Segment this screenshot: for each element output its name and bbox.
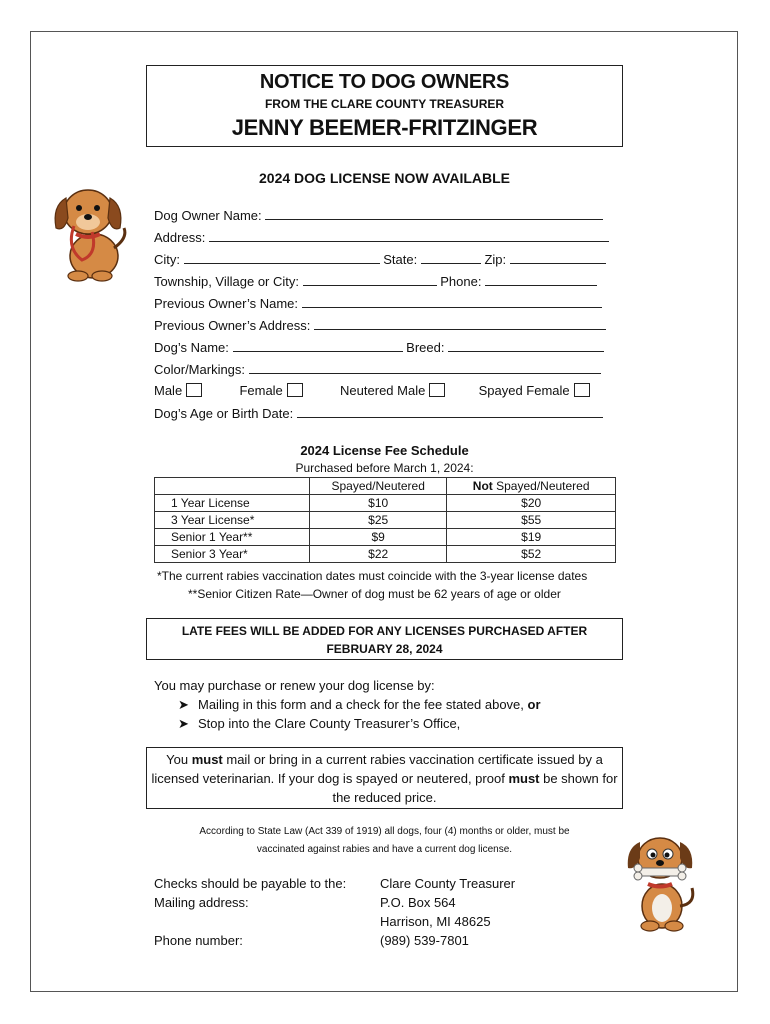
zip-field[interactable]: [510, 251, 606, 264]
spayed-fee: $25: [310, 512, 447, 529]
not-spayed-fee: $55: [447, 512, 616, 529]
three-year-note: *The current rabies vaccination dates must coincide with the 3-year license dates: [157, 569, 588, 583]
spayed-fee: $10: [310, 495, 447, 512]
dog-with-bone-illustration: [620, 824, 700, 932]
office-option-text: Stop into the Clare County Treasurer’s Office,: [198, 716, 461, 731]
prev-owner-address-label: Previous Owner’s Address:: [154, 318, 311, 333]
breed-label: Breed:: [406, 340, 445, 355]
sex-row: [154, 383, 590, 398]
city-field[interactable]: [184, 251, 380, 264]
law-line2: vaccinated against rabies and have a current dog license.: [256, 844, 513, 855]
table-row: [155, 512, 616, 529]
female-checkbox[interactable]: [287, 383, 303, 397]
male-label: Male: [154, 383, 183, 398]
spayed-fee: $22: [310, 546, 447, 563]
phone-number-label: Phone number:: [154, 933, 243, 948]
zip-label: Zip:: [484, 252, 507, 267]
phone-field[interactable]: [485, 273, 597, 286]
prev-owner-address-field[interactable]: [314, 317, 606, 330]
neutered-male-checkbox[interactable]: [429, 383, 445, 397]
prev-owner-name-row: [154, 295, 602, 311]
req-text-2: mail or bring in a current rabies vaccination certificate issued by a licensed veterinarian. If your dog is spayed or neutered, proof: [151, 752, 603, 786]
dog-name-field[interactable]: [233, 339, 403, 352]
dog-with-leash-illustration: [48, 176, 130, 284]
row-label: 1 Year License: [155, 495, 310, 512]
req-text-3: be shown for the reduced price.: [332, 771, 618, 805]
req-must-1: must: [191, 752, 223, 767]
fee-table: [154, 477, 616, 563]
breed-field[interactable]: [448, 339, 604, 352]
address-row: [154, 229, 609, 245]
age-label: Dog’s Age or Birth Date:: [154, 406, 294, 421]
prev-owner-address-row: [154, 317, 606, 333]
township-label: Township, Village or City:: [154, 274, 299, 289]
dog-name-label: Dog’s Name:: [154, 340, 229, 355]
fee-schedule-title: 2024 License Fee Schedule: [300, 443, 469, 458]
owner-name-row: [154, 207, 603, 223]
table-row: [155, 495, 616, 512]
state-label: State:: [383, 252, 418, 267]
not-spayed-rest: Spayed/Neutered: [492, 479, 590, 493]
contact-labels: [154, 874, 346, 950]
fee-header-not-spayed: [447, 478, 616, 495]
state-field[interactable]: [421, 251, 481, 264]
not-bold: Not: [472, 479, 493, 493]
female-label: Female: [239, 383, 283, 398]
fee-header-spayed: Spayed/Neutered: [310, 478, 447, 495]
table-row: [155, 546, 616, 563]
city-row: [154, 251, 606, 267]
notice-subtitle: FROM THE CLARE COUNTY TREASURER: [264, 97, 505, 111]
table-row: [155, 529, 616, 546]
color-field[interactable]: [249, 361, 601, 374]
treasurer-name: JENNY BEEMER-FRITZINGER: [231, 115, 538, 140]
fee-schedule-subtitle: Purchased before March 1, 2024:: [295, 461, 474, 475]
dog-name-row: [154, 339, 604, 355]
mail-option-or: or: [527, 697, 541, 712]
fee-table-header: [155, 478, 616, 495]
owner-name-label: Dog Owner Name:: [154, 208, 262, 223]
not-spayed-fee: $52: [447, 546, 616, 563]
prev-owner-name-label: Previous Owner’s Name:: [154, 296, 299, 311]
notice-title: NOTICE TO DOG OWNERS: [259, 71, 510, 93]
not-spayed-fee: $19: [447, 529, 616, 546]
address-field[interactable]: [209, 229, 609, 242]
spayed-fee: $9: [310, 529, 447, 546]
law-line1: According to State Law (Act 339 of 1919) all dogs, four (4) months or older, must be: [199, 826, 570, 837]
state-law-notice: [146, 823, 623, 859]
req-text-1: You: [166, 752, 192, 767]
color-row: [154, 361, 601, 377]
row-label: 3 Year License*: [155, 512, 310, 529]
township-row: [154, 273, 597, 289]
prev-owner-name-field[interactable]: [302, 295, 602, 308]
row-label: Senior 3 Year*: [155, 546, 310, 563]
arrow-bullet-icon: ➤: [178, 716, 189, 731]
age-row: [154, 405, 603, 421]
vaccination-requirement-box: [146, 747, 623, 809]
late-fees-line2: FEBRUARY 28, 2024: [326, 642, 443, 656]
fee-header-blank: [155, 478, 310, 495]
address-label: Address:: [154, 230, 206, 245]
spayed-female-checkbox[interactable]: [574, 383, 590, 397]
req-must-2: must: [508, 771, 540, 786]
phone-label: Phone:: [440, 274, 482, 289]
header-box: [146, 65, 623, 147]
not-spayed-fee: $20: [447, 495, 616, 512]
late-fees-line1: LATE FEES WILL BE ADDED FOR ANY LICENSES PURCHASED AFTER: [181, 624, 588, 638]
male-checkbox[interactable]: [186, 383, 202, 397]
payee-name: Clare County Treasurer: [380, 876, 516, 891]
city-label: City:: [154, 252, 180, 267]
arrow-bullet-icon: ➤: [178, 697, 189, 712]
contact-values: [380, 874, 515, 950]
row-label: Senior 1 Year**: [155, 529, 310, 546]
license-available-heading: 2024 DOG LICENSE NOW AVAILABLE: [259, 170, 510, 186]
township-field[interactable]: [303, 273, 437, 286]
phone-number: (989) 539-7801: [380, 933, 469, 948]
color-label: Color/Markings:: [154, 362, 246, 377]
owner-name-field[interactable]: [265, 207, 603, 220]
mailing-label: Mailing address:: [154, 895, 249, 910]
po-box: P.O. Box 564: [380, 895, 456, 910]
purchase-option-office: [178, 716, 460, 732]
neutered-male-label: Neutered Male: [340, 383, 426, 398]
mail-option-text: Mailing in this form and a check for the fee stated above,: [198, 697, 528, 712]
purchase-intro: You may purchase or renew your dog license by:: [154, 678, 435, 693]
age-field[interactable]: [297, 405, 603, 418]
late-fees-box: [146, 618, 623, 660]
city-state-zip: Harrison, MI 48625: [380, 914, 491, 929]
checks-label: Checks should be payable to the:: [154, 876, 347, 891]
senior-note: **Senior Citizen Rate—Owner of dog must be 62 years of age or older: [188, 587, 561, 601]
spayed-female-label: Spayed Female: [478, 383, 570, 398]
purchase-option-mail: [178, 697, 541, 713]
